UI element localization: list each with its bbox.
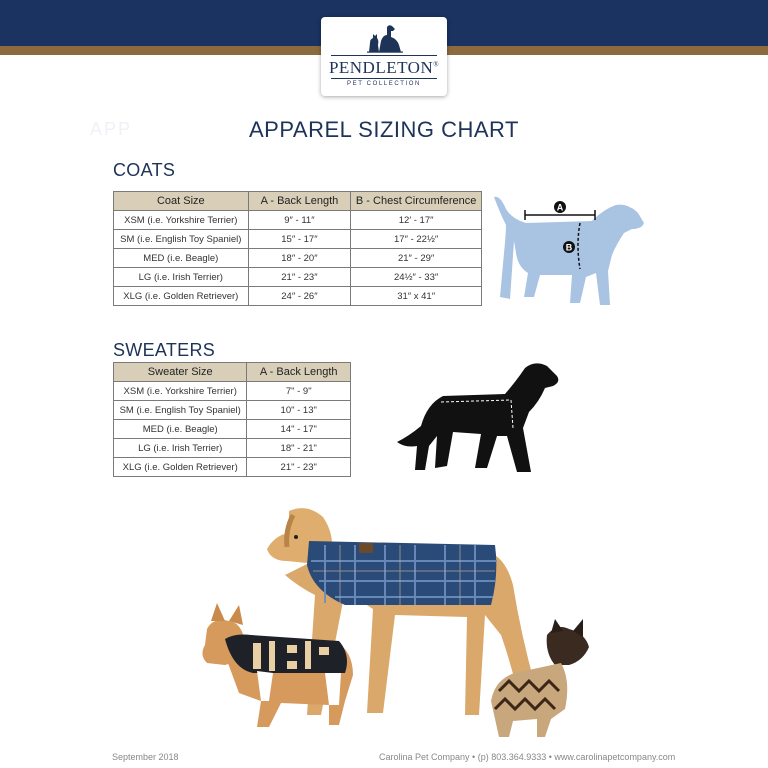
marker-b-label: B (565, 242, 573, 253)
page-title: APPAREL SIZING CHART (249, 117, 519, 142)
table-row (114, 230, 482, 249)
table-row (114, 287, 482, 306)
coats-back-cell: 18″ - 20″ (248, 249, 351, 268)
sweaters-size-cell: XLG (i.e. Golden Retriever) (114, 458, 247, 477)
sweaters-back-cell: 21" - 23" (247, 458, 351, 477)
sweaters-size-cell: MED (i.e. Beagle) (114, 420, 247, 439)
coats-size-cell: XLG (i.e. Golden Retriever) (114, 287, 249, 306)
sweaters-back-cell: 18" - 21" (247, 439, 351, 458)
logo-rule-top (331, 55, 437, 56)
dogs-wearing-apparel-photo (195, 505, 595, 745)
black-dog-silhouette (397, 363, 558, 472)
coats-header-size: Coat Size (114, 192, 249, 211)
table-row (114, 401, 351, 420)
coats-size-cell: XSM (i.e. Yorkshire Terrier) (114, 211, 249, 230)
coats-table (113, 191, 482, 306)
coats-chest-cell: 12′ - 17″ (351, 211, 482, 230)
sweaters-header-back: A - Back Length (247, 363, 351, 382)
sweaters-header-row (114, 363, 351, 382)
coats-back-cell: 9″ - 11″ (248, 211, 351, 230)
coat-measurement-dog-diagram (492, 193, 647, 309)
coats-title: COATS (113, 160, 176, 180)
coats-size-cell: SM (i.e. English Toy Spaniel) (114, 230, 249, 249)
sweaters-table (113, 362, 351, 477)
coats-size-cell: MED (i.e. Beagle) (114, 249, 249, 268)
coats-back-cell: 15″ - 17″ (248, 230, 351, 249)
footer-contact: Carolina Pet Company • (p) 803.364.9333 • www.carolinapetcompany.com (379, 752, 676, 762)
faint-watermark: APP (90, 119, 133, 139)
sweaters-size-cell: XSM (i.e. Yorkshire Terrier) (114, 382, 247, 401)
table-row (114, 382, 351, 401)
coats-back-cell: 24″ - 26″ (248, 287, 351, 306)
sweaters-back-cell: 14" - 17" (247, 420, 351, 439)
logo-rule-bottom (331, 78, 437, 79)
coats-chest-cell: 31″ x 41″ (351, 287, 482, 306)
table-row (114, 211, 482, 230)
coats-chest-cell: 21″ - 29″ (351, 249, 482, 268)
marker-a-label: A (556, 202, 564, 213)
coats-header-row (114, 192, 482, 211)
table-row (114, 458, 351, 477)
coats-size-cell: LG (i.e. Irish Terrier) (114, 268, 249, 287)
brand-name: PENDLETON® (328, 58, 440, 77)
sweater-measurement-dog-diagram (395, 362, 563, 476)
sweaters-header-size: Sweater Size (114, 363, 247, 382)
coats-header-back: A - Back Length (248, 192, 351, 211)
coats-back-cell: 21″ - 23″ (248, 268, 351, 287)
dog-cat-logo-icon (365, 23, 405, 53)
coats-header-chest: B - Chest Circumference (351, 192, 482, 211)
sweaters-title: SWEATERS (113, 340, 216, 360)
sweaters-size-cell: LG (i.e. Irish Terrier) (114, 439, 247, 458)
footer-date: September 2018 (112, 752, 179, 762)
brand-subtitle: PET COLLECTION (347, 81, 421, 87)
sweaters-size-cell: SM (i.e. English Toy Spaniel) (114, 401, 247, 420)
table-row (114, 420, 351, 439)
coats-chest-cell: 17″ - 22½″ (351, 230, 482, 249)
table-row (114, 268, 482, 287)
sweaters-back-cell: 10" - 13" (247, 401, 351, 420)
brand-logo (321, 17, 447, 96)
table-row (114, 249, 482, 268)
coats-chest-cell: 24½″ - 33″ (351, 268, 482, 287)
sweaters-back-cell: 7" - 9" (247, 382, 351, 401)
table-row (114, 439, 351, 458)
